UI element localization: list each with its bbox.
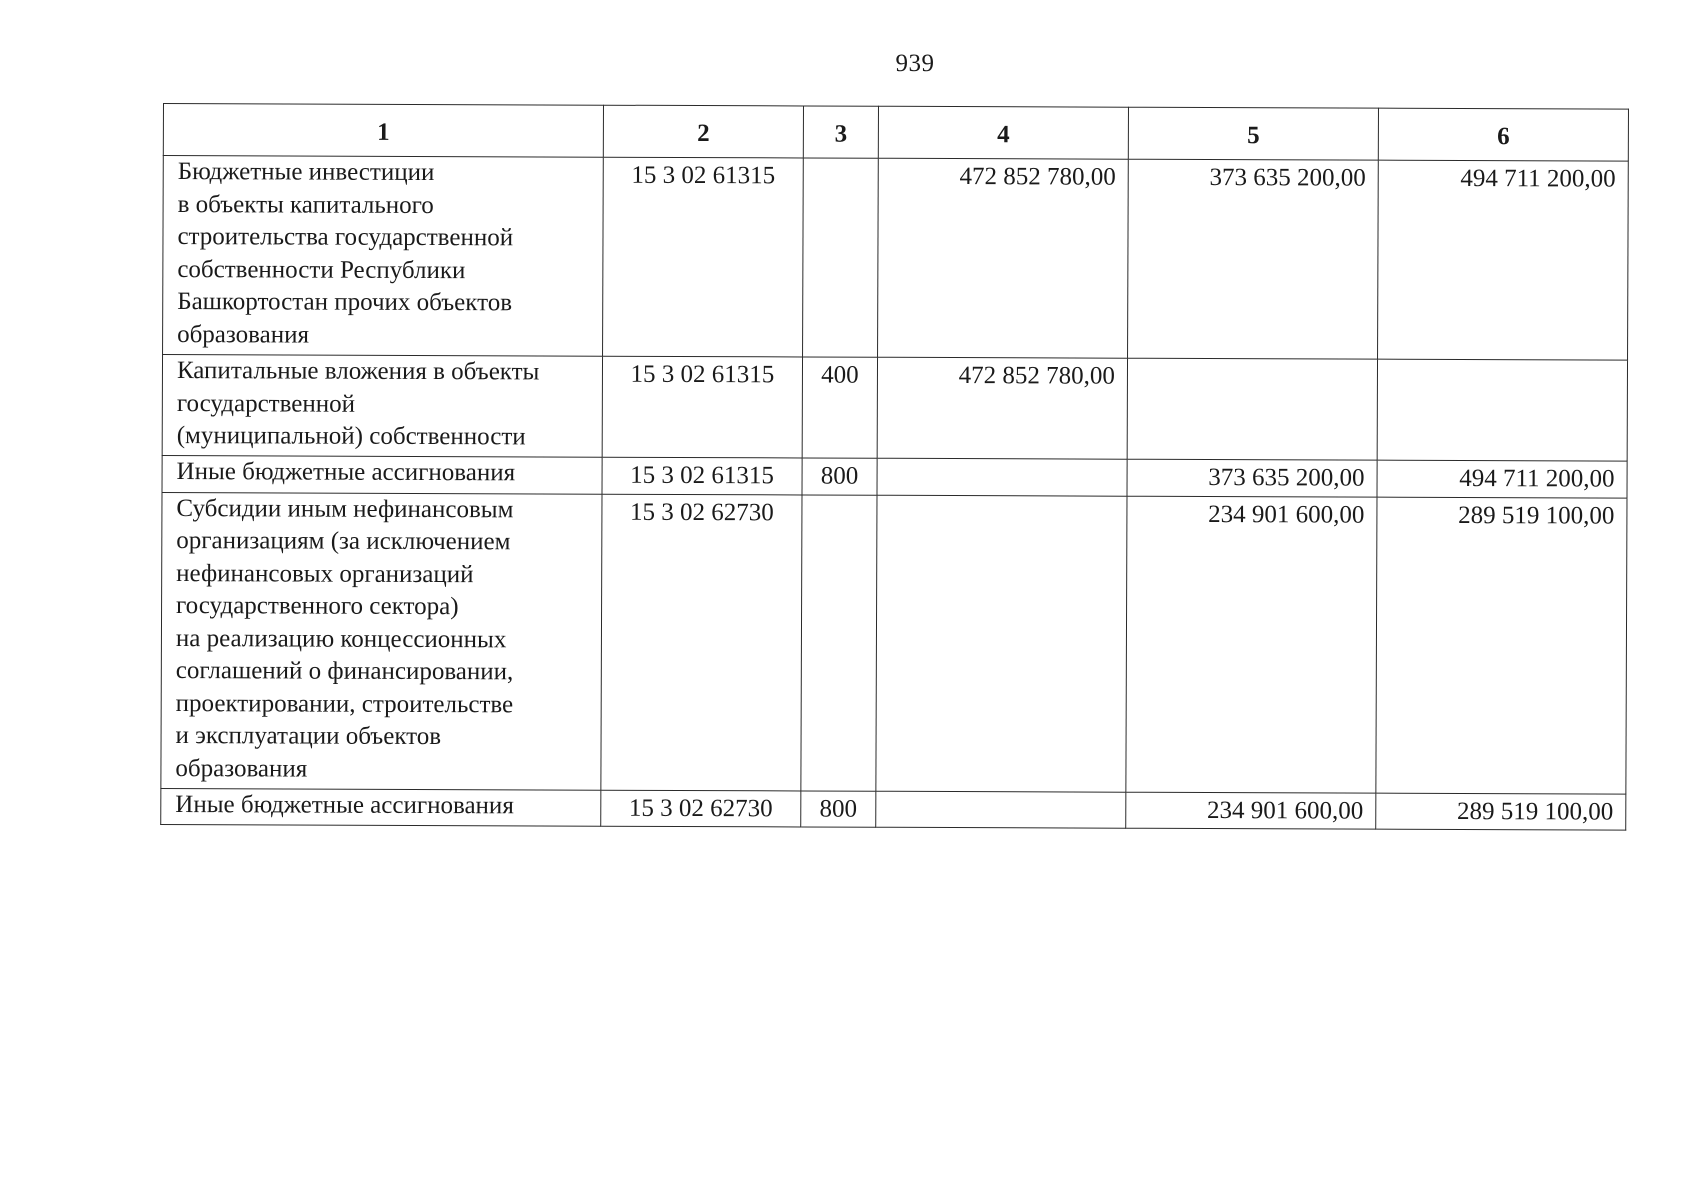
row-value-6 bbox=[1377, 359, 1627, 461]
row-type: 400 bbox=[802, 357, 877, 458]
row-name-line: проектировании, строительстве bbox=[175, 689, 514, 718]
row-value-6: 494 711 200,00 bbox=[1378, 160, 1629, 360]
row-name bbox=[161, 788, 601, 826]
column-header-6: 6 bbox=[1378, 108, 1628, 161]
row-value-6: 289 519 100,00 bbox=[1376, 497, 1627, 794]
table-row bbox=[163, 156, 1629, 361]
row-name-line: Иные бюджетные ассигнования bbox=[175, 790, 514, 819]
row-name-line: в объекты капитального bbox=[177, 190, 434, 219]
row-value-4 bbox=[876, 791, 1126, 828]
row-value-4 bbox=[877, 458, 1127, 495]
row-name-line: Субсидии иным нефинансовым bbox=[176, 494, 514, 523]
column-header-4: 4 bbox=[878, 106, 1128, 159]
row-name bbox=[161, 492, 602, 790]
row-value-5 bbox=[1127, 358, 1377, 460]
row-type: 800 bbox=[801, 790, 876, 827]
row-value-4 bbox=[876, 495, 1127, 792]
row-name-line: государственного сектора) bbox=[176, 592, 459, 621]
row-code: 15 3 02 61315 bbox=[602, 457, 802, 494]
column-header-5: 5 bbox=[1128, 107, 1378, 160]
row-value-6: 289 519 100,00 bbox=[1376, 793, 1626, 830]
row-value-5: 373 635 200,00 bbox=[1128, 159, 1379, 359]
table-row bbox=[161, 788, 1626, 830]
page-number: 939 bbox=[895, 50, 935, 77]
row-name-line: (муниципальной) собственности bbox=[176, 422, 526, 451]
budget-table bbox=[160, 103, 1629, 831]
row-value-6: 494 711 200,00 bbox=[1377, 460, 1627, 497]
row-name bbox=[162, 355, 602, 458]
row-name-line: Бюджетные инвестиции bbox=[177, 158, 435, 187]
column-header-1: 1 bbox=[163, 104, 603, 158]
row-name-line: Башкортостан прочих объектов bbox=[177, 288, 513, 317]
row-name-line: Иные бюджетные ассигнования bbox=[176, 458, 516, 487]
row-value-5: 234 901 600,00 bbox=[1126, 792, 1376, 829]
row-code: 15 3 02 62730 bbox=[601, 790, 801, 827]
row-name-line: и эксплуатации объектов bbox=[175, 722, 442, 751]
row-value-5: 234 901 600,00 bbox=[1126, 496, 1377, 793]
row-name-line: нефинансовых организаций bbox=[176, 559, 474, 588]
table-row bbox=[161, 492, 1627, 794]
row-name-line: образования bbox=[175, 754, 308, 783]
row-name-line: организациям (за исключением bbox=[176, 527, 511, 556]
table-header-row bbox=[163, 104, 1628, 162]
row-code: 15 3 02 61315 bbox=[603, 157, 804, 357]
row-name bbox=[163, 156, 604, 357]
row-type bbox=[801, 494, 877, 790]
row-code: 15 3 02 61315 bbox=[602, 356, 802, 458]
table-row bbox=[162, 455, 1627, 497]
row-name-line: государственной bbox=[176, 389, 356, 418]
table-row bbox=[162, 355, 1627, 462]
row-code: 15 3 02 62730 bbox=[601, 494, 802, 791]
row-value-5: 373 635 200,00 bbox=[1127, 459, 1377, 496]
row-name-line: соглашений о финансировании, bbox=[175, 657, 514, 686]
row-name-line: собственности Республики bbox=[177, 255, 466, 284]
row-name-line: строительства государственной bbox=[177, 223, 514, 252]
column-header-2: 2 bbox=[603, 105, 803, 158]
row-name-line: образования bbox=[177, 320, 310, 349]
row-value-4: 472 852 780,00 bbox=[877, 357, 1127, 459]
row-name-line: на реализацию концессионных bbox=[175, 624, 507, 653]
row-type: 800 bbox=[802, 458, 877, 495]
row-name bbox=[162, 455, 602, 493]
column-header-3: 3 bbox=[803, 106, 878, 158]
row-value-4: 472 852 780,00 bbox=[878, 158, 1129, 358]
row-name-line: Капитальные вложения в объекты bbox=[176, 357, 540, 386]
row-type bbox=[803, 158, 879, 357]
